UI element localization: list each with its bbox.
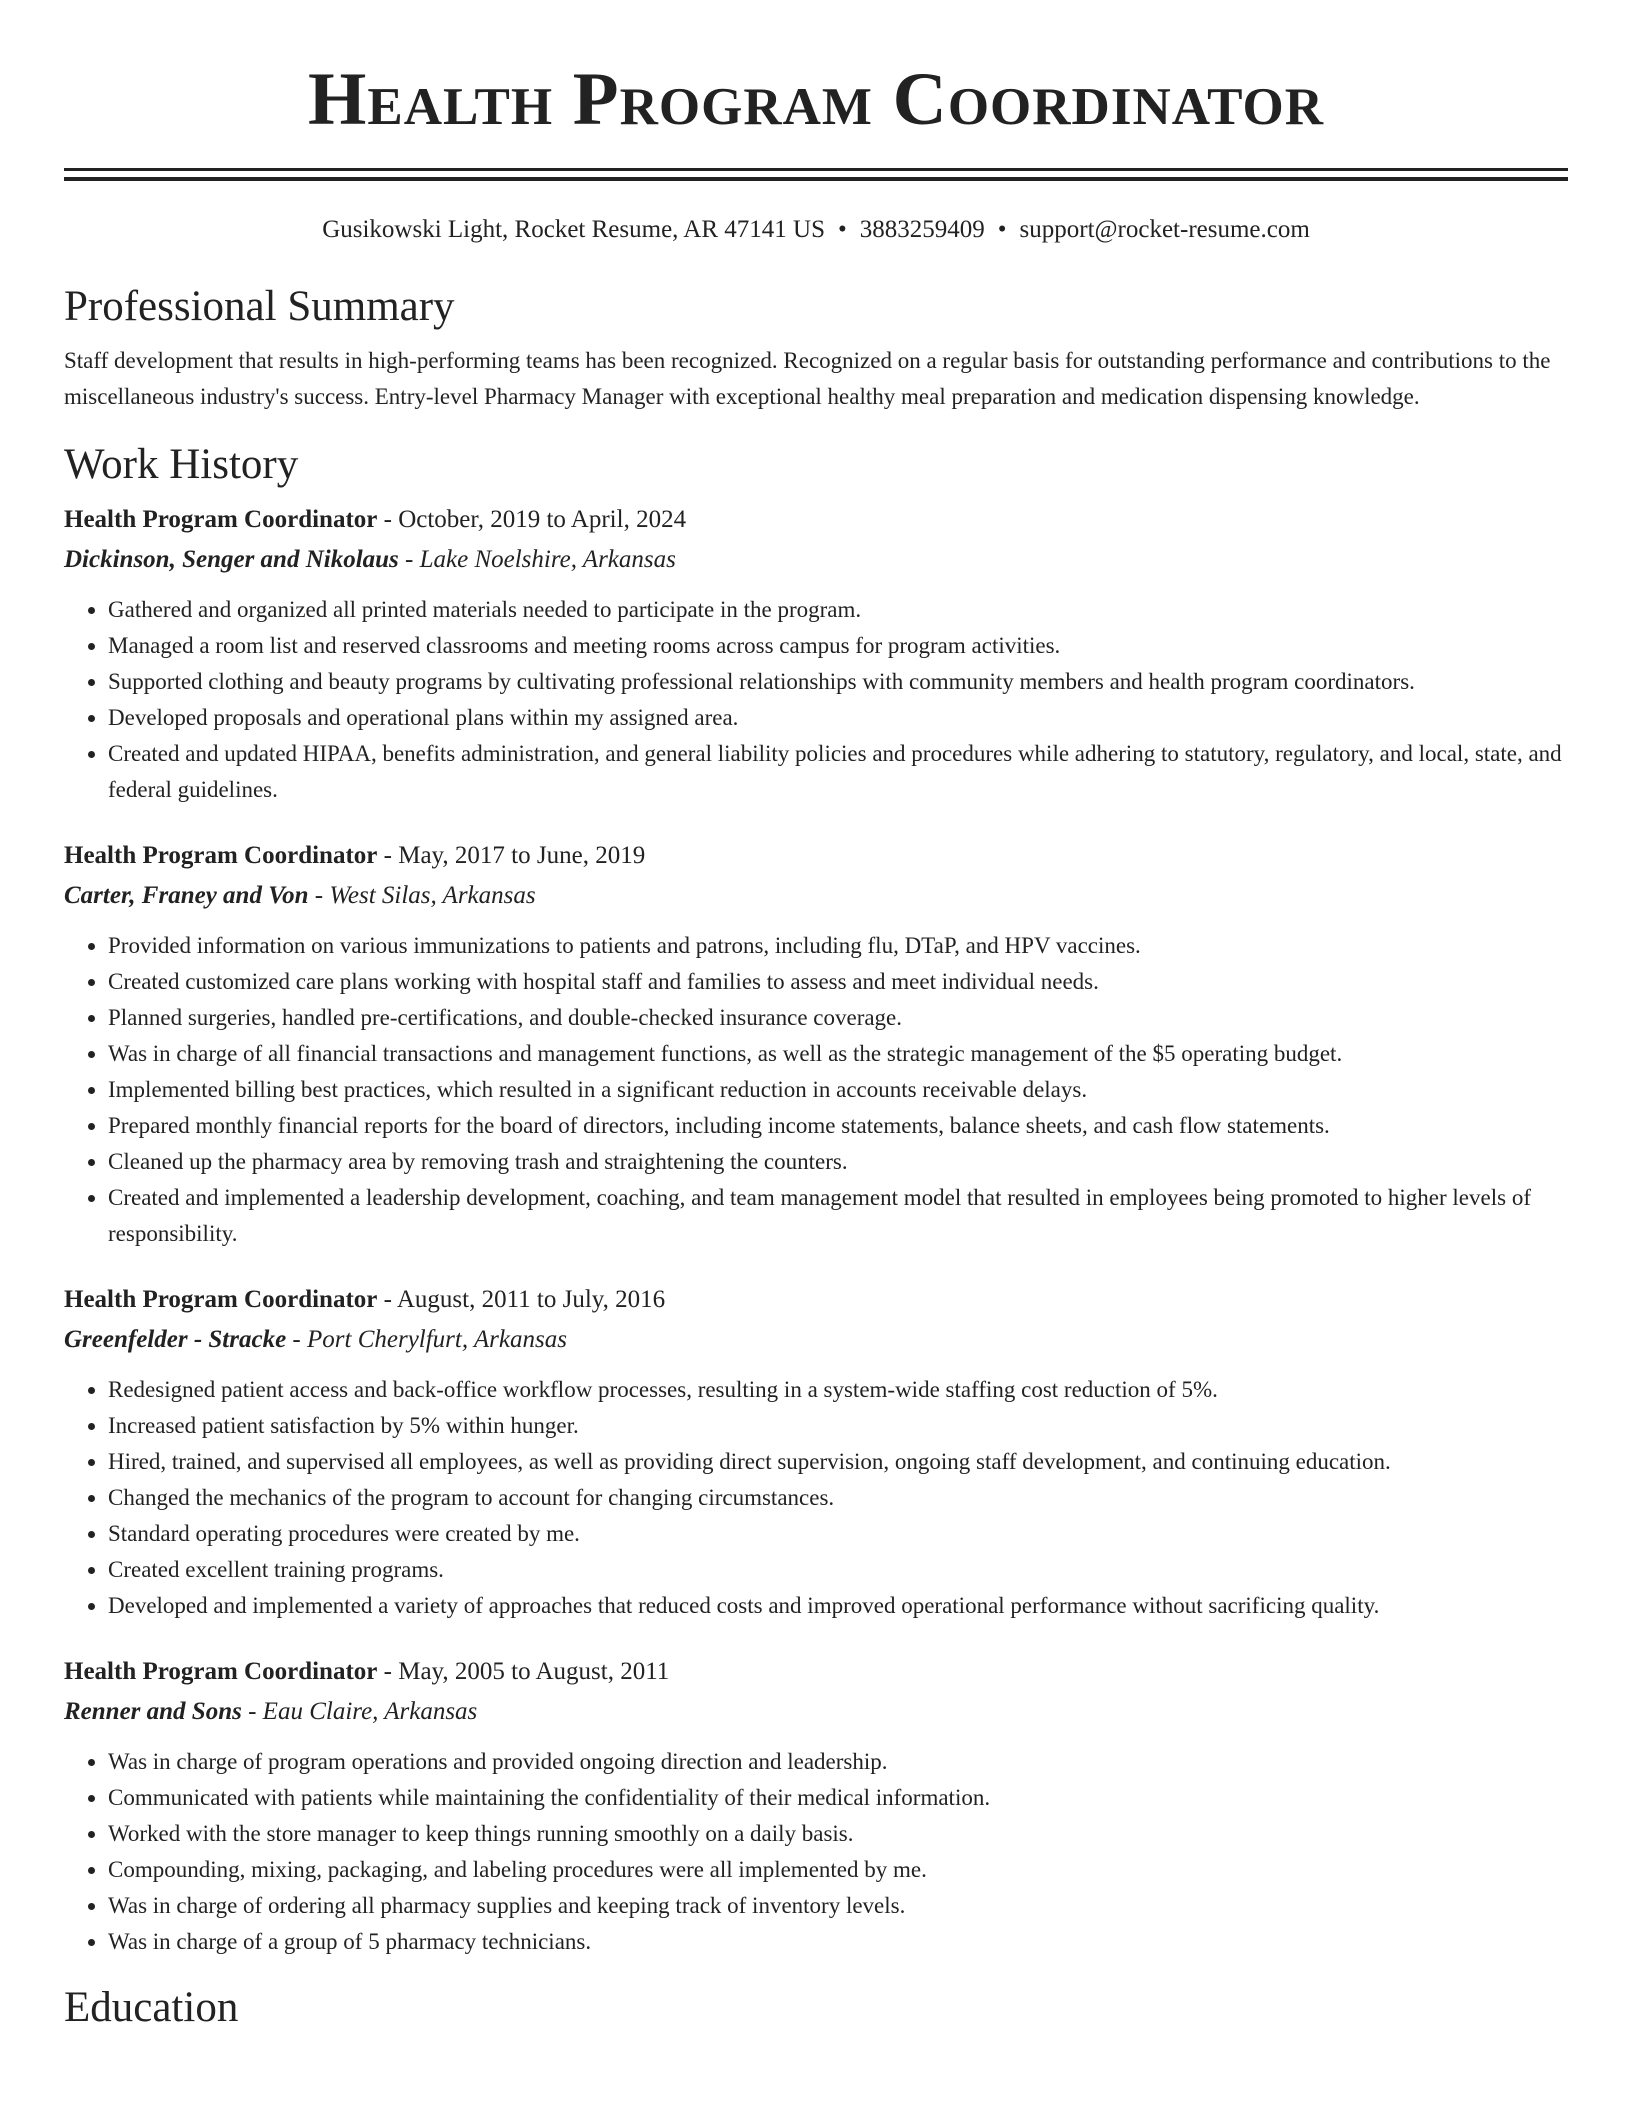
- bullet-item: • Was in charge of all financial transactions and management functions, as well as the strategic management of the $5 operating budget.: [108, 1036, 1568, 1072]
- job-entry: [64, 1280, 1568, 1624]
- resume-title: Health Program Coordinator: [308, 58, 1324, 141]
- contact-separator: •: [837, 216, 847, 243]
- job-dates: - October, 2019 to April, 2024: [377, 506, 687, 534]
- company-name: Renner and Sons: [64, 1698, 242, 1726]
- bullet-item: • Was in charge of ordering all pharmacy supplies and keeping track of inventory levels.: [108, 1888, 1568, 1924]
- bullet-item: • Was in charge of program operations and provided ongoing direction and leadership.: [108, 1744, 1568, 1780]
- bullet-item: • Worked with the store manager to keep things running smoothly on a daily basis.: [108, 1816, 1568, 1852]
- contact-line: [0, 215, 1632, 245]
- bullet-item: • Hired, trained, and supervised all employees, as well as providing direct supervision, ongoing staff development, and continuing education.: [108, 1444, 1568, 1480]
- job-bullets: [64, 592, 1568, 808]
- bullet-item: • Developed proposals and operational plans within my assigned area.: [108, 700, 1568, 736]
- company-location: - Eau Claire, Arkansas: [241, 1698, 478, 1726]
- company-name: Dickinson, Senger and Nikolaus: [64, 546, 399, 574]
- company-location: - Lake Noelshire, Arkansas: [398, 546, 676, 574]
- work-history-list: [0, 500, 1632, 1960]
- title-divider: [64, 168, 1568, 181]
- job-title-line: [64, 1652, 1568, 1692]
- job-dates: - May, 2005 to August, 2011: [377, 1658, 670, 1686]
- bullet-item: • Managed a room list and reserved classrooms and meeting rooms across campus for program activities.: [108, 628, 1568, 664]
- bullet-item: • Communicated with patients while maintaining the confidentiality of their medical information.: [108, 1780, 1568, 1816]
- bullet-item: • Created excellent training programs.: [108, 1552, 1568, 1588]
- job-entry: [64, 836, 1568, 1252]
- bullet-item: • Planned surgeries, handled pre-certifications, and double-checked insurance coverage.: [108, 1000, 1568, 1036]
- bullet-item: • Created and updated HIPAA, benefits administration, and general liability policies and procedures while adhering to statutory, regulatory, and local, state, and federal guidelines.: [108, 736, 1568, 808]
- bullet-item: • Implemented billing best practices, which resulted in a significant reduction in accounts receivable delays.: [108, 1072, 1568, 1108]
- bullet-item: • Changed the mechanics of the program to account for changing circumstances.: [108, 1480, 1568, 1516]
- company-name: Carter, Franey and Von: [64, 882, 309, 910]
- job-title: Health Program Coordinator: [64, 506, 378, 534]
- work-history-heading: Work History: [64, 440, 299, 488]
- contact-address: Gusikowski Light, Rocket Resume, AR 47141 US: [322, 216, 825, 243]
- job-title-line: [64, 500, 1568, 540]
- job-entry: [64, 1652, 1568, 1960]
- job-entry: [64, 500, 1568, 808]
- job-dates: - August, 2011 to July, 2016: [377, 1286, 666, 1314]
- job-bullets: [64, 928, 1568, 1252]
- company-line: [64, 876, 1568, 916]
- bullet-item: • Increased patient satisfaction by 5% within hunger.: [108, 1408, 1568, 1444]
- job-title: Health Program Coordinator: [64, 842, 378, 870]
- contact-phone: 3883259409: [859, 216, 985, 243]
- job-dates: - May, 2017 to June, 2019: [377, 842, 646, 870]
- company-name: Greenfelder - Stracke: [64, 1326, 287, 1354]
- bullet-item: • Developed and implemented a variety of approaches that reduced costs and improved operational performance without sacrificing quality.: [108, 1588, 1568, 1624]
- job-title: Health Program Coordinator: [64, 1658, 378, 1686]
- job-bullets: [64, 1744, 1568, 1960]
- bullet-item: • Prepared monthly financial reports for the board of directors, including income statements, balance sheets, and cash flow statements.: [108, 1108, 1568, 1144]
- contact-separator: •: [997, 216, 1007, 243]
- bullet-item: • Redesigned patient access and back-office workflow processes, resulting in a system-wide staffing cost reduction of 5%.: [108, 1372, 1568, 1408]
- job-title-line: [64, 1280, 1568, 1320]
- company-location: - Port Cherylfurt, Arkansas: [286, 1326, 567, 1354]
- bullet-item: • Created customized care plans working with hospital staff and families to assess and meet individual needs.: [108, 964, 1568, 1000]
- education-heading: Education: [64, 1984, 239, 2032]
- bullet-item: • Was in charge of a group of 5 pharmacy technicians.: [108, 1924, 1568, 1960]
- bullet-item: • Compounding, mixing, packaging, and labeling procedures were all implemented by me.: [108, 1852, 1568, 1888]
- bullet-item: • Standard operating procedures were created by me.: [108, 1516, 1568, 1552]
- summary-heading: Professional Summary: [64, 283, 455, 330]
- job-bullets: [64, 1372, 1568, 1624]
- bullet-item: • Supported clothing and beauty programs by cultivating professional relationships with community members and health program coordinators.: [108, 664, 1568, 700]
- bullet-item: • Gathered and organized all printed materials needed to participate in the program.: [108, 592, 1568, 628]
- bullet-item: • Cleaned up the pharmacy area by removing trash and straightening the counters.: [108, 1144, 1568, 1180]
- company-line: [64, 1692, 1568, 1732]
- job-title-line: [64, 836, 1568, 876]
- bullet-item: • Provided information on various immunizations to patients and patrons, including flu, DTaP, and HPV vaccines.: [108, 928, 1568, 964]
- bullet-item: • Created and implemented a leadership development, coaching, and team management model that resulted in employees being promoted to higher levels of responsibility.: [108, 1180, 1568, 1252]
- company-line: [64, 1320, 1568, 1360]
- job-title: Health Program Coordinator: [64, 1286, 378, 1314]
- company-location: - West Silas, Arkansas: [308, 882, 536, 910]
- company-line: [64, 540, 1568, 580]
- contact-email: support@rocket-resume.com: [1019, 216, 1310, 243]
- summary-text: Staff development that results in high-performing teams has been recognized. Recognized on a regular basis for outstanding performance and contributions to the miscellaneous industry's success. Entry-level Pharmacy Manager with exceptional healthy meal preparation and medication dispensing knowledge.: [64, 347, 1551, 409]
